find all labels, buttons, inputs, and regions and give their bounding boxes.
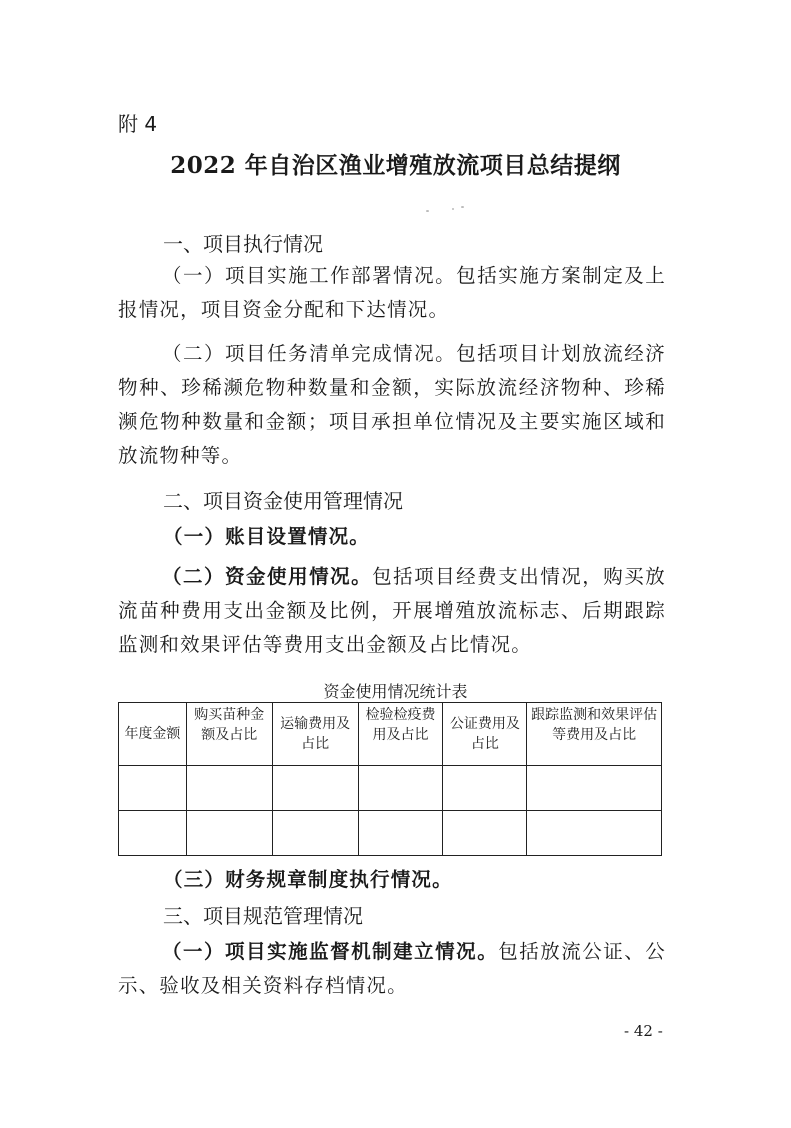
table-cell[interactable] bbox=[443, 766, 527, 811]
table-cell[interactable] bbox=[186, 811, 272, 856]
section-1-heading: 一、项目执行情况 bbox=[163, 232, 323, 256]
table-header-cell: 检验检疫费用及占比 bbox=[358, 703, 443, 766]
table-cell[interactable] bbox=[443, 811, 527, 856]
section-2-paragraph-3: （三）财务规章制度执行情况。 bbox=[163, 868, 453, 891]
section-2-heading: 二、项目资金使用管理情况 bbox=[163, 489, 403, 513]
table-row bbox=[119, 766, 662, 811]
page-number: - 42 - bbox=[624, 1022, 663, 1040]
table-header-cell: 运输费用及占比 bbox=[272, 703, 358, 766]
table-header-cell: 跟踪监测和效果评估等费用及占比 bbox=[527, 703, 662, 766]
table-cell[interactable] bbox=[527, 766, 662, 811]
section-1-paragraph-1: （一）项目实施工作部署情况。包括实施方案制定及上报情况，项目资金分配和下达情况。 bbox=[118, 264, 666, 321]
section-3-heading: 三、项目规范管理情况 bbox=[163, 904, 363, 928]
table-cell[interactable] bbox=[272, 766, 358, 811]
scan-speck bbox=[461, 206, 464, 208]
table-header-cell: 公证费用及占比 bbox=[443, 703, 527, 766]
table-header-cell: 年度金额 bbox=[119, 703, 187, 766]
table-cell[interactable] bbox=[358, 811, 443, 856]
section-3-paragraph-1 bbox=[118, 935, 666, 1003]
annex-label: 附 4 bbox=[118, 112, 158, 136]
table-cell[interactable] bbox=[272, 811, 358, 856]
section-2-paragraph-2 bbox=[118, 560, 666, 662]
table-cell[interactable] bbox=[358, 766, 443, 811]
paragraph-label: （一）项目实施监督机制建立情况。 bbox=[162, 940, 499, 963]
document-title: 2022 年自治区渔业增殖放流项目总结提纲 bbox=[170, 152, 621, 179]
table-header-cell: 购买苗种金额及占比 bbox=[186, 703, 272, 766]
section-1-paragraph-2: （二）项目任务清单完成情况。包括项目计划放流经济物种、珍稀濒危物种数量和金额，实际放流经济物种、珍稀濒危物种数量和金额；项目承担单位情况及主要实施区域和放流物种等。 bbox=[118, 342, 666, 467]
table-cell[interactable] bbox=[119, 766, 187, 811]
table-cell[interactable] bbox=[186, 766, 272, 811]
table-header-row bbox=[119, 703, 662, 766]
table-caption: 资金使用情况统计表 bbox=[323, 682, 468, 701]
scan-speck bbox=[452, 208, 454, 210]
scan-speck bbox=[426, 210, 429, 212]
paragraph-label: （二）资金使用情况。 bbox=[162, 565, 373, 588]
paragraph-text: 包括项目经费支出情况，购买放流苗种费用支出金额及比例，开展增殖放流标志、后期跟踪监测和效果评估等费用支出金额及占比情况。 bbox=[118, 565, 666, 656]
table-row bbox=[119, 811, 662, 856]
section-2-paragraph-1: （一）账目设置情况。 bbox=[163, 525, 371, 548]
paragraph-text: 包括放流公证、公示、验收及相关资料存档情况。 bbox=[118, 940, 666, 997]
fund-usage-table bbox=[118, 702, 662, 856]
table-cell[interactable] bbox=[119, 811, 187, 856]
table-cell[interactable] bbox=[527, 811, 662, 856]
